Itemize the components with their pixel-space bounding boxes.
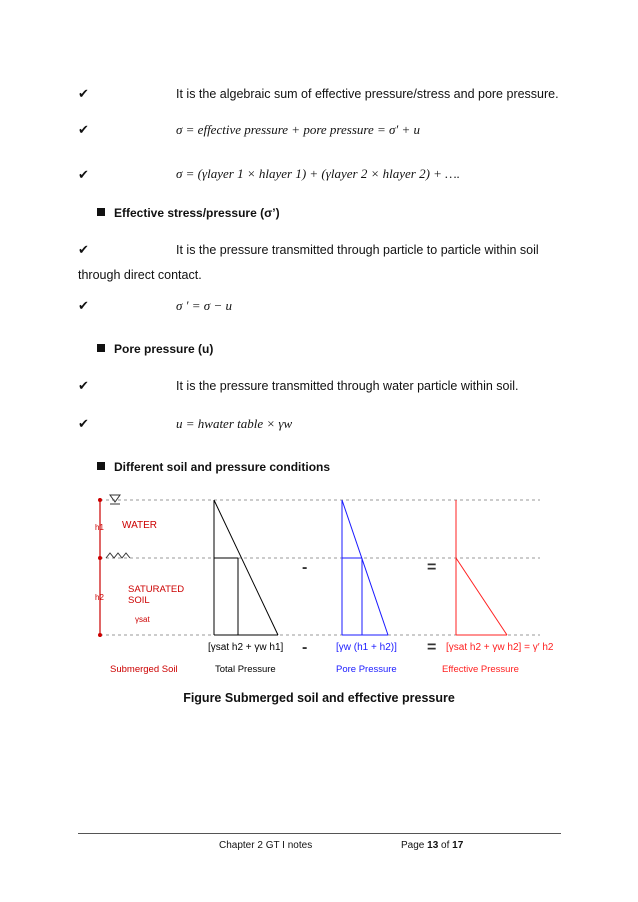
check-icon: ✔: [78, 122, 89, 137]
pore-pressure-expression: [γw (h1 + h2)]: [336, 642, 397, 653]
h1-label: h1: [95, 523, 104, 532]
footer-divider: [78, 833, 561, 834]
effective-pressure-label: Effective Pressure: [442, 664, 519, 675]
effective-stress-definition: It is the pressure transmitted through particle to particle within soil: [176, 243, 539, 257]
check-icon: ✔: [78, 298, 89, 313]
water-label: WATER: [122, 520, 157, 531]
total-pressure-definition: It is the algebraic sum of effective pressure/stress and pore pressure.: [176, 87, 559, 101]
bullet-square-icon: [97, 208, 105, 216]
heading-text: Different soil and pressure conditions: [114, 460, 331, 474]
total-pressure-equation: σ = effective pressure + pore pressure = σ′ + u: [176, 122, 421, 137]
submerged-soil-label: Submerged Soil: [110, 664, 178, 675]
soil-label: SOIL: [128, 595, 150, 606]
heading-text: Effective stress/pressure (σ’): [114, 206, 280, 220]
effective-pressure-expression: [γsat h2 + γw h2] = γ′ h2: [446, 642, 554, 653]
check-icon: ✔: [78, 86, 89, 101]
section-heading-pore-pressure: [97, 342, 213, 356]
page-prefix: Page: [401, 840, 428, 851]
bullet-square-icon: [97, 344, 105, 352]
pore-pressure-definition: It is the pressure transmitted through water particle within soil.: [176, 379, 519, 393]
pore-pressure-equation: u = hwater table × γw: [176, 416, 293, 431]
pore-pressure-label: Pore Pressure: [336, 664, 397, 675]
saturated-label: SATURATED: [128, 584, 185, 595]
minus-sign: -: [302, 559, 308, 576]
page-of: of: [438, 840, 453, 851]
h2-label: h2: [95, 593, 104, 602]
heading-text: Pore pressure (u): [114, 342, 214, 356]
total-pressure-layers-equation: σ = (γlayer 1 × hlayer 1) + (γlayer 2 × hlayer 2) + ….: [176, 166, 460, 181]
effective-stress-equation: σ ′ = σ − u: [176, 298, 232, 313]
effective-stress-definition-cont: through direct contact.: [78, 268, 202, 282]
check-icon: ✔: [78, 416, 89, 431]
equals-sign-bottom: =: [427, 639, 437, 656]
gamma-sat-label: γsat: [135, 615, 150, 624]
figure-caption: Figure Submerged soil and effective pressure: [183, 691, 455, 705]
footer-chapter: Chapter 2 GT I notes: [219, 840, 313, 851]
page-total: 17: [452, 840, 464, 851]
section-heading-effective-stress: [97, 206, 280, 220]
bullet-square-icon: [97, 462, 105, 470]
minus-sign-bottom: -: [302, 639, 308, 656]
equals-sign: =: [427, 559, 437, 576]
check-icon: ✔: [78, 167, 89, 182]
submerged-soil-diagram: [0, 490, 638, 680]
check-icon: ✔: [78, 378, 89, 393]
total-pressure-label: Total Pressure: [215, 664, 276, 675]
page-current: 13: [427, 840, 439, 851]
check-icon: ✔: [78, 242, 89, 257]
footer-page-number: [401, 840, 463, 851]
total-pressure-expression: [γsat h2 + γw h1]: [208, 642, 284, 653]
section-heading-conditions: [97, 460, 330, 474]
